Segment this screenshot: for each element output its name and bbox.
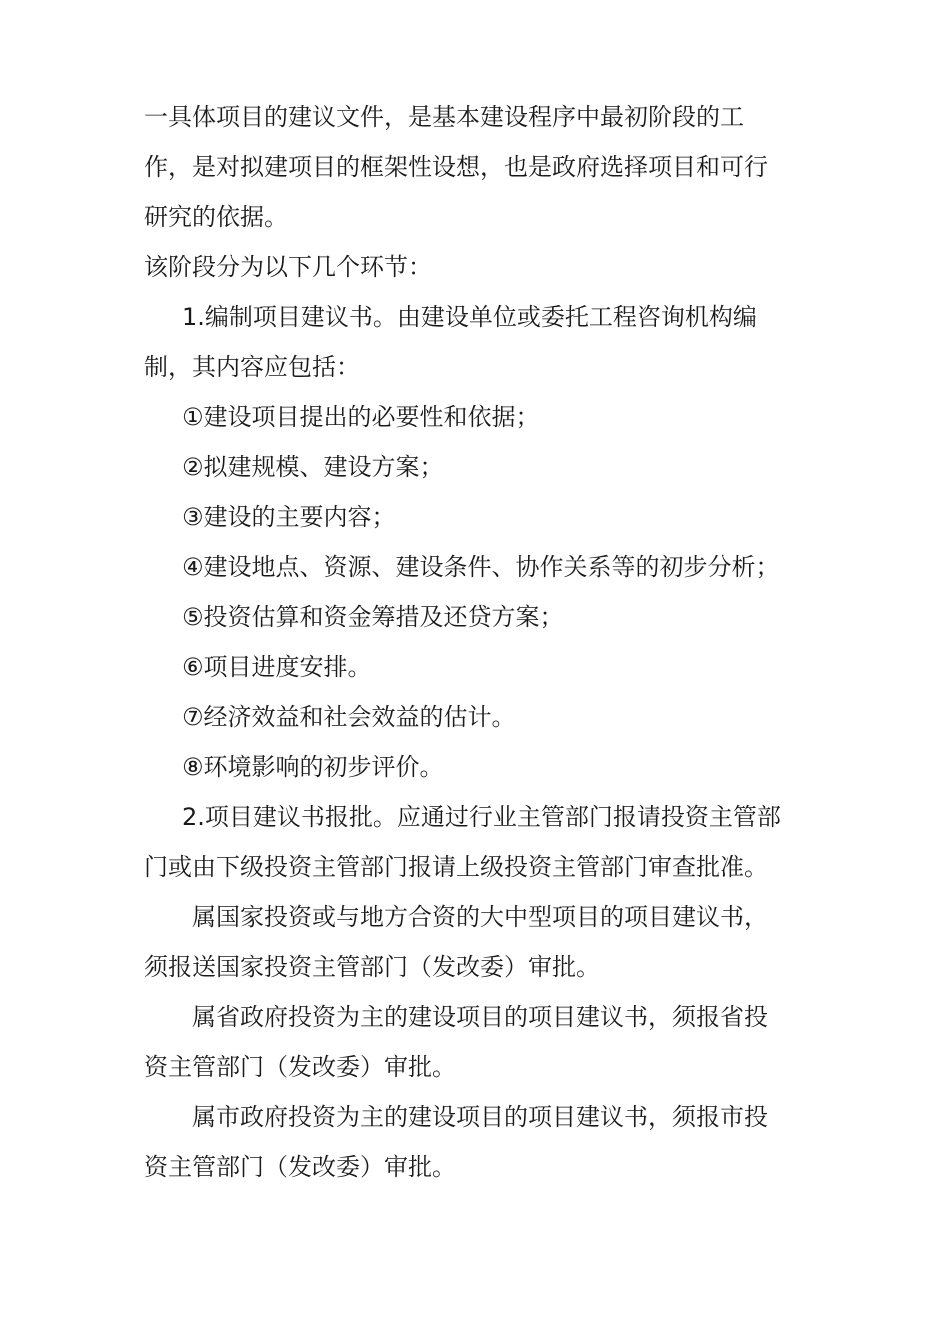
list-item: ④建设地点、资源、建设条件、协作关系等的初步分析； [182,553,780,581]
paragraph-line: 制，其内容应包括： [144,353,360,381]
paragraph-line: 门或由下级投资主管部门报请上级投资主管部门审查批准。 [144,853,768,881]
document-page [144,92,834,1192]
list-item: ⑧环境影响的初步评价。 [182,753,444,781]
paragraph-line: 一具体项目的建议文件，是基本建设程序中最初阶段的工 [144,103,744,131]
paragraph-line: 须报送国家投资主管部门（发改委）审批。 [144,953,600,981]
paragraph-line: 研究的依据。 [144,203,288,231]
paragraph-line: 属市政府投资为主的建设项目的项目建议书，须报市投 [192,1103,768,1131]
paragraph-line: 该阶段分为以下几个环节： [144,253,432,281]
paragraph-line: 属省政府投资为主的建设项目的项目建议书，须报省投 [192,1003,768,1031]
paragraph-line: 资主管部门（发改委）审批。 [144,1153,456,1181]
list-item: ②拟建规模、建设方案； [182,453,444,481]
paragraph-line: 作，是对拟建项目的框架性设想，也是政府选择项目和可行 [144,153,768,181]
list-heading-2: 2.项目建议书报批。应通过行业主管部门报请投资主管部 [182,803,781,831]
list-item: ③建设的主要内容； [182,503,396,531]
list-item: ⑥项目进度安排。 [182,653,372,681]
list-item: ①建设项目提出的必要性和依据； [182,403,540,431]
list-heading-1: 1.编制项目建议书。由建设单位或委托工程咨询机构编 [182,303,757,331]
paragraph-line: 资主管部门（发改委）审批。 [144,1053,456,1081]
list-item: ⑤投资估算和资金筹措及还贷方案； [182,603,564,631]
paragraph-line: 属国家投资或与地方合资的大中型项目的项目建议书， [192,903,768,931]
list-item: ⑦经济效益和社会效益的估计。 [182,703,516,731]
